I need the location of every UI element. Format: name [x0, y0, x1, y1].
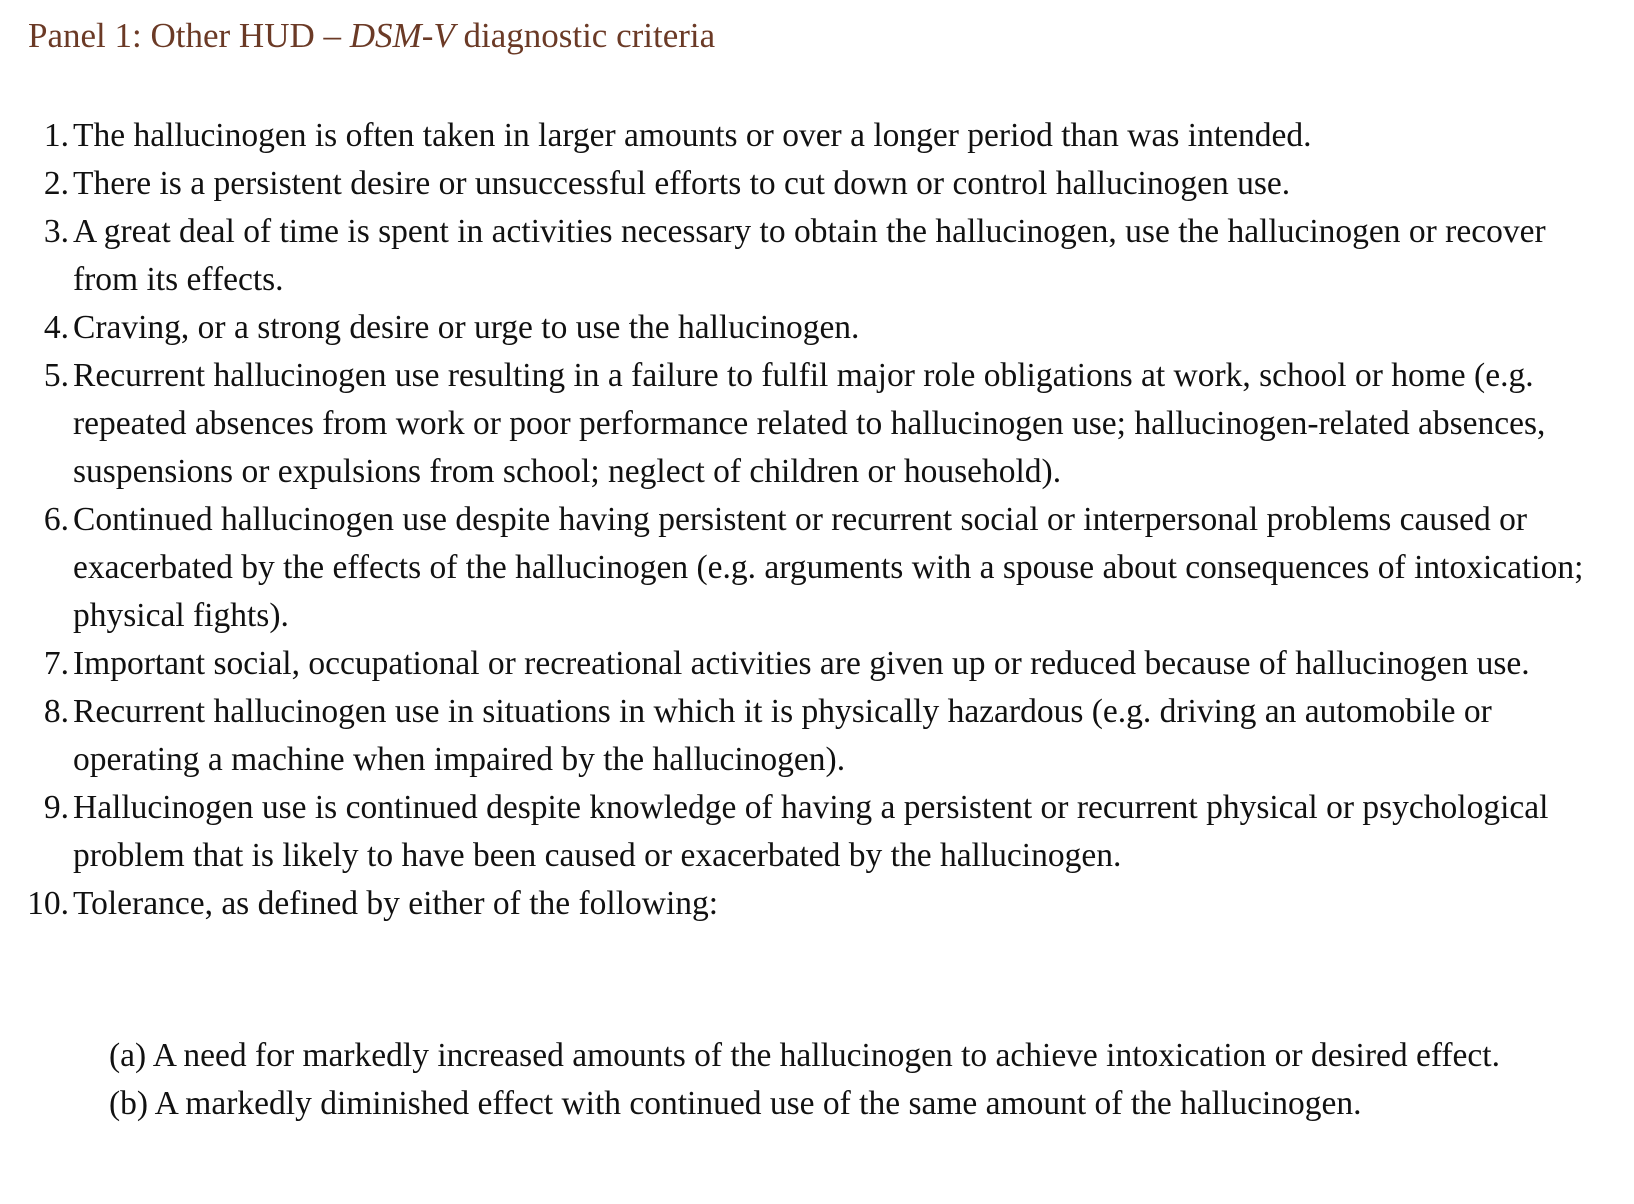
panel-title	[28, 12, 715, 60]
panel-title-suffix: diagnostic criteria	[454, 16, 716, 55]
criterion-number: 2.	[43, 165, 69, 202]
criterion-text: The hallucinogen is often taken in larger amounts or over a longer period than was intended.	[73, 117, 1312, 154]
criterion-item	[0, 160, 1610, 208]
criteria-list	[0, 112, 1610, 928]
criterion-number: 8.	[43, 693, 69, 730]
tolerance-subcriteria	[73, 1032, 1573, 1128]
criterion-text: Tolerance, as defined by either of the following:	[73, 885, 719, 922]
panel-title-prefix: Panel 1: Other HUD –	[28, 16, 350, 55]
criterion-number: 7.	[43, 645, 69, 682]
criterion-number: 3.	[43, 213, 69, 250]
criterion-number: 10.	[27, 885, 69, 922]
criterion-text: Hallucinogen use is continued despite knowledge of having a persistent or recurrent physical or psychological problem that is likely to have been caused or exacerbated by the hallucinogen.	[73, 789, 1549, 874]
criterion-text: Important social, occupational or recreational activities are given up or reduced because of hallucinogen use.	[73, 645, 1530, 682]
criterion-number: 5.	[43, 357, 69, 394]
criterion-item	[0, 688, 1610, 784]
tolerance-subcriterion-b: (b) A markedly diminished effect with continued use of the same amount of the hallucinogen.	[109, 1085, 1362, 1122]
criterion-text: Recurrent hallucinogen use resulting in a failure to fulfil major role obligations at work, school or home (e.g. repeated absences from work or poor performance related to hallucinogen use; hallucinogen-related absences, suspensions or expulsions from school; neglect of children or household).	[73, 357, 1546, 490]
criterion-item	[0, 784, 1610, 880]
criterion-item	[0, 640, 1610, 688]
criterion-item	[0, 352, 1610, 496]
criterion-item	[0, 496, 1610, 640]
criterion-item	[0, 112, 1610, 160]
criterion-number: 4.	[43, 309, 69, 346]
criterion-number: 9.	[43, 789, 69, 826]
criterion-text: A great deal of time is spent in activities necessary to obtain the hallucinogen, use the hallucinogen or recover from its effects.	[73, 213, 1546, 298]
criterion-item	[0, 304, 1610, 352]
criterion-text: Recurrent hallucinogen use in situations in which it is physically hazardous (e.g. driving an automobile or operating a machine when impaired by the hallucinogen).	[73, 693, 1492, 778]
criterion-number: 1.	[43, 117, 69, 154]
criterion-text: There is a persistent desire or unsuccessful efforts to cut down or control hallucinogen use.	[73, 165, 1291, 202]
criterion-item	[0, 880, 1610, 928]
criterion-number: 6.	[43, 501, 69, 538]
criterion-text: Continued hallucinogen use despite having persistent or recurrent social or interpersonal problems caused or exacerbated by the effects of the hallucinogen (e.g. arguments with a spouse about consequences of intoxication; physical fights).	[73, 501, 1584, 634]
criterion-item	[0, 208, 1610, 304]
criterion-text: Craving, or a strong desire or urge to use the hallucinogen.	[73, 309, 860, 346]
tolerance-subcriterion-a: (a) A need for markedly increased amounts of the hallucinogen to achieve intoxication or desired effect.	[109, 1037, 1500, 1074]
panel-title-italic: DSM-V	[349, 16, 455, 55]
